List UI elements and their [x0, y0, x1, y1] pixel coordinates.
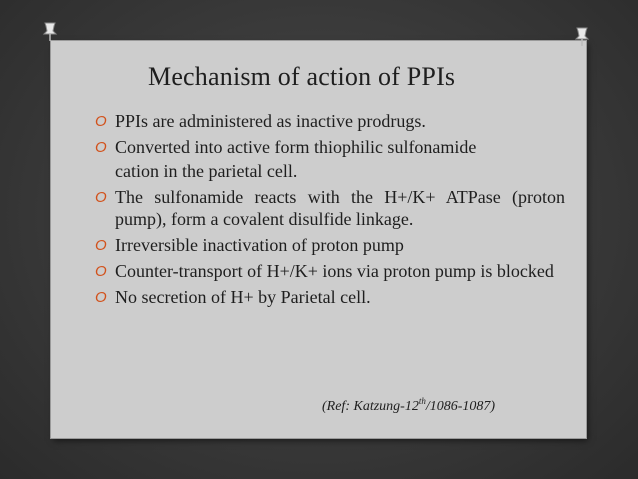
bullet-list: [95, 110, 565, 312]
bullet-item: [95, 286, 565, 308]
bullet-text: Converted into active form thiophilic sulfonamide: [115, 137, 477, 157]
bullet-text: Irreversible inactivation of proton pump: [115, 235, 404, 255]
bullet-text: PPIs are administered as inactive prodrugs.: [115, 111, 426, 131]
bullet-item: [95, 186, 565, 230]
reference-prefix: (Ref: Katzung-12: [322, 399, 419, 414]
bullet-marker-icon: O: [95, 189, 107, 206]
reference-citation: [322, 396, 495, 415]
bullet-continuation: cation in the parietal cell.: [115, 161, 298, 181]
bullet-item: [95, 110, 565, 132]
reference-suffix: /1086-1087): [425, 399, 496, 414]
bullet-item: [95, 260, 565, 282]
bullet-text: No secretion of H+ by Parietal cell.: [115, 287, 371, 307]
bullet-marker-icon: O: [95, 263, 107, 280]
bullet-marker-icon: O: [95, 289, 107, 306]
pushpin-icon: [574, 27, 590, 47]
bullet-item: [95, 234, 565, 256]
pushpin-icon: [42, 22, 58, 42]
bullet-marker-icon: O: [95, 139, 107, 156]
bullet-item: [95, 136, 565, 158]
bullet-text: Counter-transport of H+/K+ ions via proton pump is blocked: [115, 261, 554, 281]
bullet-text: The sulfonamide reacts with the H+/K+ ATPase (proton pump), form a covalent disulfide linkage.: [115, 187, 565, 229]
bullet-marker-icon: O: [95, 113, 107, 130]
reference-superscript: th: [418, 396, 426, 406]
bullet-marker-icon: O: [95, 237, 107, 254]
slide-title: Mechanism of action of PPIs: [148, 62, 456, 91]
